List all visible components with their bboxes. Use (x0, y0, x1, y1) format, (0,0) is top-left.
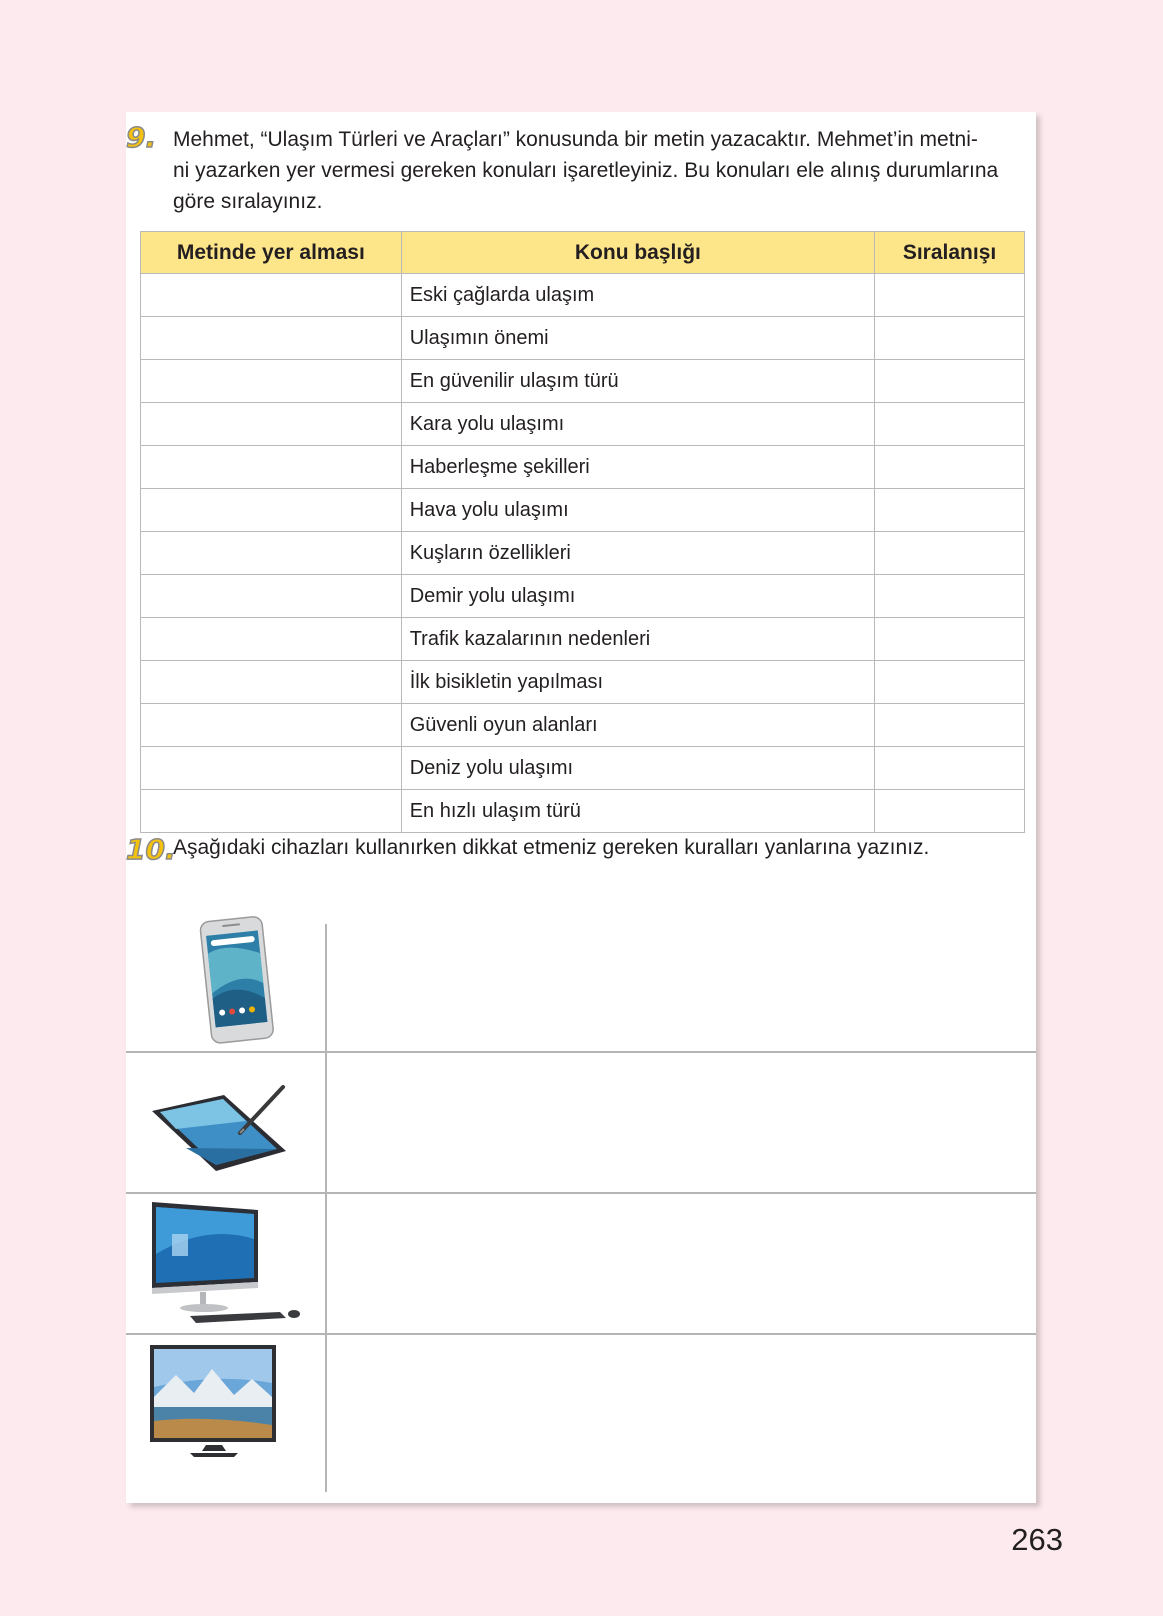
television-answer-area[interactable] (329, 1335, 1036, 1474)
header-siralanisi: Sıralanışı (875, 232, 1025, 274)
konu-basligi-cell: Trafik kazalarının nedenleri (401, 618, 874, 661)
table-row (141, 575, 1025, 618)
siralanisi-cell[interactable] (875, 618, 1025, 661)
table-row (141, 661, 1025, 704)
konu-basligi-cell: Demir yolu ulaşımı (401, 575, 874, 618)
konu-basligi-cell: Ulaşımın önemi (401, 317, 874, 360)
devices-answer-grid (126, 912, 1036, 1476)
siralanisi-cell[interactable] (875, 704, 1025, 747)
question-9-number: 9. (126, 121, 157, 154)
metinde-yer-almasi-cell[interactable] (141, 661, 402, 704)
tablet-icon (146, 1053, 306, 1192)
siralanisi-cell[interactable] (875, 274, 1025, 317)
metinde-yer-almasi-cell[interactable] (141, 489, 402, 532)
table-row (141, 704, 1025, 747)
konu-basligi-cell: Haberleşme şekilleri (401, 446, 874, 489)
konu-basligi-cell: Deniz yolu ulaşımı (401, 747, 874, 790)
konu-basligi-cell: İlk bisikletin yapılması (401, 661, 874, 704)
konu-basligi-cell: Güvenli oyun alanları (401, 704, 874, 747)
device-row-smartphone (126, 912, 1036, 1053)
table-row (141, 489, 1025, 532)
table-row (141, 618, 1025, 661)
konu-basligi-cell: En hızlı ulaşım türü (401, 790, 874, 833)
smartphone-answer-area[interactable] (329, 912, 1036, 1051)
page-number: 263 (1011, 1522, 1063, 1557)
metinde-yer-almasi-cell[interactable] (141, 704, 402, 747)
table-row (141, 403, 1025, 446)
question-10-text: Aşağıdaki cihazları kullanırken dikkat etmeniz gereken kuralları yanlarına yazınız. (173, 836, 930, 859)
konu-basligi-cell: Kara yolu ulaşımı (401, 403, 874, 446)
konu-basligi-cell: Hava yolu ulaşımı (401, 489, 874, 532)
table-row (141, 317, 1025, 360)
siralanisi-cell[interactable] (875, 489, 1025, 532)
header-metinde-yer-almasi: Metinde yer alması (141, 232, 402, 274)
device-row-television (126, 1335, 1036, 1476)
metinde-yer-almasi-cell[interactable] (141, 747, 402, 790)
table-row (141, 360, 1025, 403)
metinde-yer-almasi-cell[interactable] (141, 317, 402, 360)
metinde-yer-almasi-cell[interactable] (141, 575, 402, 618)
table-row (141, 446, 1025, 489)
metinde-yer-almasi-cell[interactable] (141, 532, 402, 575)
question-9-line-2: ni yazarken yer vermesi gereken konuları işaretleyiniz. Bu konuları ele alınış durumlarına (173, 159, 999, 182)
siralanisi-cell[interactable] (875, 403, 1025, 446)
metinde-yer-almasi-cell[interactable] (141, 618, 402, 661)
siralanisi-cell[interactable] (875, 661, 1025, 704)
table-row (141, 274, 1025, 317)
siralanisi-cell[interactable] (875, 360, 1025, 403)
question-10-number: 10. (126, 833, 176, 866)
siralanisi-cell[interactable] (875, 747, 1025, 790)
worksheet-card (126, 112, 1036, 1503)
metinde-yer-almasi-cell[interactable] (141, 403, 402, 446)
siralanisi-cell[interactable] (875, 575, 1025, 618)
tablet-answer-area[interactable] (329, 1053, 1036, 1192)
question-9-line-3: göre sıralayınız. (173, 190, 323, 213)
siralanisi-cell[interactable] (875, 446, 1025, 489)
konu-basligi-cell: Kuşların özellikleri (401, 532, 874, 575)
smartphone-icon (146, 912, 306, 1051)
header-konu-basligi: Konu başlığı (401, 232, 874, 274)
device-row-tablet (126, 1053, 1036, 1194)
metinde-yer-almasi-cell[interactable] (141, 790, 402, 833)
question-9-text (173, 124, 998, 217)
topics-table (140, 231, 1025, 833)
table-row (141, 790, 1025, 833)
table-header-row (141, 232, 1025, 274)
table-row (141, 747, 1025, 790)
question-9-line-1: Mehmet, “Ulaşım Türleri ve Araçları” konusunda bir metin yazacaktır. Mehmet’in metni- (173, 128, 978, 151)
konu-basligi-cell: Eski çağlarda ulaşım (401, 274, 874, 317)
siralanisi-cell[interactable] (875, 532, 1025, 575)
metinde-yer-almasi-cell[interactable] (141, 446, 402, 489)
table-row (141, 532, 1025, 575)
desktop-answer-area[interactable] (329, 1194, 1036, 1333)
metinde-yer-almasi-cell[interactable] (141, 360, 402, 403)
metinde-yer-almasi-cell[interactable] (141, 274, 402, 317)
siralanisi-cell[interactable] (875, 790, 1025, 833)
siralanisi-cell[interactable] (875, 317, 1025, 360)
device-row-desktop (126, 1194, 1036, 1335)
konu-basligi-cell: En güvenilir ulaşım türü (401, 360, 874, 403)
desktop-computer-icon (146, 1194, 306, 1333)
television-icon (146, 1335, 306, 1474)
